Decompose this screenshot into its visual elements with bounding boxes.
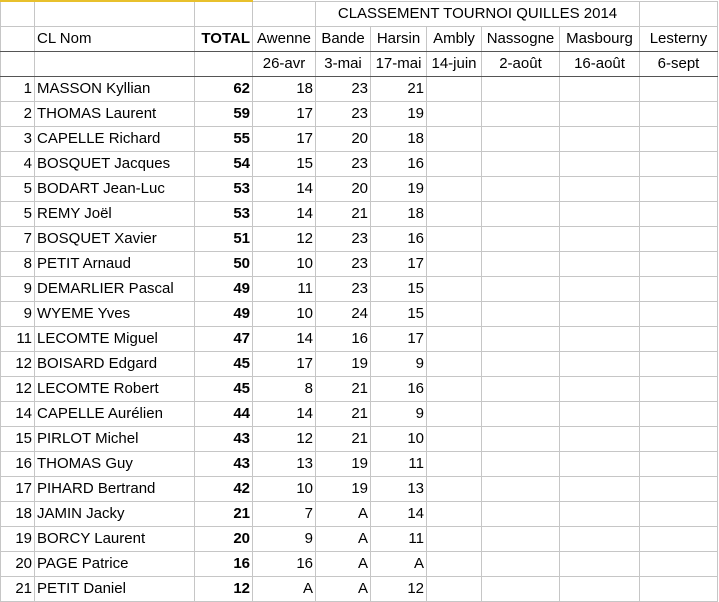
- header-row: [1, 27, 718, 52]
- total-cell[interactable]: 16: [195, 552, 253, 577]
- name-cell[interactable]: LECOMTE Miguel: [35, 327, 195, 352]
- rank-cell[interactable]: 21: [1, 577, 35, 602]
- score-cell[interactable]: 14: [253, 402, 316, 427]
- cell-blank[interactable]: [1, 52, 35, 77]
- header-date[interactable]: 3-mai: [316, 52, 371, 77]
- score-cell[interactable]: 23: [316, 152, 371, 177]
- score-cell[interactable]: [427, 377, 482, 402]
- total-cell[interactable]: 44: [195, 402, 253, 427]
- score-cell[interactable]: [560, 577, 640, 602]
- score-cell[interactable]: [427, 177, 482, 202]
- table-row: [1, 102, 718, 127]
- score-cell[interactable]: [560, 77, 640, 102]
- rank-cell[interactable]: 16: [1, 452, 35, 477]
- score-cell[interactable]: 19: [316, 477, 371, 502]
- rank-cell[interactable]: 1: [1, 77, 35, 102]
- score-cell[interactable]: [427, 527, 482, 552]
- table-row: [1, 502, 718, 527]
- score-cell[interactable]: 21: [316, 402, 371, 427]
- rank-cell[interactable]: 4: [1, 152, 35, 177]
- score-cell[interactable]: 21: [316, 377, 371, 402]
- rank-cell[interactable]: 17: [1, 477, 35, 502]
- score-cell[interactable]: [482, 102, 560, 127]
- score-cell[interactable]: [427, 302, 482, 327]
- score-cell[interactable]: [560, 177, 640, 202]
- score-cell[interactable]: 7: [253, 502, 316, 527]
- name-cell[interactable]: BODART Jean-Luc: [35, 177, 195, 202]
- score-cell[interactable]: [427, 352, 482, 377]
- score-cell[interactable]: [482, 127, 560, 152]
- score-cell[interactable]: 15: [371, 302, 427, 327]
- score-cell[interactable]: [482, 77, 560, 102]
- score-cell[interactable]: [560, 152, 640, 177]
- table-row: [1, 352, 718, 377]
- header-venue[interactable]: Harsin: [371, 27, 427, 52]
- table-row: [1, 377, 718, 402]
- total-cell[interactable]: 50: [195, 252, 253, 277]
- table-row: [1, 77, 718, 102]
- score-cell[interactable]: [640, 127, 718, 152]
- score-cell[interactable]: [427, 252, 482, 277]
- score-cell[interactable]: 16: [371, 377, 427, 402]
- table-row: [1, 277, 718, 302]
- header-date[interactable]: 17-mai: [371, 52, 427, 77]
- score-cell[interactable]: [560, 427, 640, 452]
- sheet-title[interactable]: CLASSEMENT TOURNOI QUILLES 2014: [316, 1, 640, 27]
- score-cell[interactable]: [640, 102, 718, 127]
- score-cell[interactable]: 18: [253, 77, 316, 102]
- score-cell[interactable]: [640, 427, 718, 452]
- rank-cell[interactable]: 12: [1, 352, 35, 377]
- total-cell[interactable]: 55: [195, 127, 253, 152]
- score-cell[interactable]: 11: [253, 277, 316, 302]
- score-cell[interactable]: [427, 152, 482, 177]
- score-cell[interactable]: [640, 152, 718, 177]
- score-cell[interactable]: [482, 452, 560, 477]
- cell-blank[interactable]: [253, 1, 316, 27]
- score-cell[interactable]: [482, 502, 560, 527]
- total-cell[interactable]: 62: [195, 77, 253, 102]
- score-cell[interactable]: 23: [316, 252, 371, 277]
- score-cell[interactable]: [482, 227, 560, 252]
- total-cell[interactable]: 12: [195, 577, 253, 602]
- cell-blank[interactable]: [1, 1, 35, 27]
- score-cell[interactable]: 18: [371, 202, 427, 227]
- score-cell[interactable]: 16: [371, 152, 427, 177]
- score-cell[interactable]: [482, 202, 560, 227]
- total-cell[interactable]: 43: [195, 427, 253, 452]
- name-cell[interactable]: CAPELLE Richard: [35, 127, 195, 152]
- score-cell[interactable]: [640, 202, 718, 227]
- header-venue[interactable]: Masbourg: [560, 27, 640, 52]
- score-cell[interactable]: [560, 202, 640, 227]
- score-cell[interactable]: 20: [316, 177, 371, 202]
- score-cell[interactable]: [427, 502, 482, 527]
- table-row: [1, 252, 718, 277]
- score-cell[interactable]: 24: [316, 302, 371, 327]
- rank-cell[interactable]: 5: [1, 202, 35, 227]
- table-row: [1, 127, 718, 152]
- name-cell[interactable]: PETIT Daniel: [35, 577, 195, 602]
- score-cell[interactable]: 11: [371, 452, 427, 477]
- score-cell[interactable]: 15: [371, 277, 427, 302]
- score-cell[interactable]: [640, 277, 718, 302]
- score-cell[interactable]: [640, 452, 718, 477]
- header-cl-nom[interactable]: CL Nom: [35, 27, 195, 52]
- name-cell[interactable]: PETIT Arnaud: [35, 252, 195, 277]
- total-cell[interactable]: 20: [195, 527, 253, 552]
- score-cell[interactable]: 21: [316, 202, 371, 227]
- score-cell[interactable]: [560, 277, 640, 302]
- header-date[interactable]: 2-août: [482, 52, 560, 77]
- total-cell[interactable]: 45: [195, 377, 253, 402]
- score-cell[interactable]: 10: [371, 427, 427, 452]
- score-cell[interactable]: [640, 252, 718, 277]
- score-cell[interactable]: 12: [371, 577, 427, 602]
- rank-cell[interactable]: 5: [1, 177, 35, 202]
- table-row: [1, 327, 718, 352]
- table-row: [1, 227, 718, 252]
- header-venue[interactable]: Nassogne: [482, 27, 560, 52]
- score-cell[interactable]: 10: [253, 477, 316, 502]
- score-cell[interactable]: [640, 327, 718, 352]
- score-cell[interactable]: [640, 502, 718, 527]
- total-cell[interactable]: 21: [195, 502, 253, 527]
- rank-cell[interactable]: 14: [1, 402, 35, 427]
- name-cell[interactable]: PAGE Patrice: [35, 552, 195, 577]
- score-cell[interactable]: 14: [253, 177, 316, 202]
- table-row: [1, 527, 718, 552]
- table-row: [1, 402, 718, 427]
- name-cell[interactable]: PIHARD Bertrand: [35, 477, 195, 502]
- name-cell[interactable]: CAPELLE Aurélien: [35, 402, 195, 427]
- score-cell[interactable]: [560, 552, 640, 577]
- header-venue[interactable]: Bande: [316, 27, 371, 52]
- cell-blank[interactable]: [195, 1, 253, 27]
- score-cell[interactable]: 16: [371, 227, 427, 252]
- rank-cell[interactable]: 7: [1, 227, 35, 252]
- score-cell[interactable]: [560, 302, 640, 327]
- cell-blank[interactable]: [35, 1, 195, 27]
- score-cell[interactable]: 13: [371, 477, 427, 502]
- header-date[interactable]: 14-juin: [427, 52, 482, 77]
- score-cell[interactable]: [427, 202, 482, 227]
- total-cell[interactable]: 59: [195, 102, 253, 127]
- score-cell[interactable]: [427, 127, 482, 152]
- cell-blank[interactable]: [1, 27, 35, 52]
- name-cell[interactable]: THOMAS Guy: [35, 452, 195, 477]
- score-cell[interactable]: 19: [316, 352, 371, 377]
- score-cell[interactable]: [482, 277, 560, 302]
- score-cell[interactable]: [482, 152, 560, 177]
- total-cell[interactable]: 49: [195, 277, 253, 302]
- total-cell[interactable]: 51: [195, 227, 253, 252]
- title-row: [1, 1, 718, 27]
- total-cell[interactable]: 47: [195, 327, 253, 352]
- table-row: [1, 577, 718, 602]
- rank-cell[interactable]: 19: [1, 527, 35, 552]
- score-cell[interactable]: [640, 302, 718, 327]
- cell-blank[interactable]: [640, 1, 718, 27]
- total-cell[interactable]: 53: [195, 177, 253, 202]
- score-cell[interactable]: [560, 252, 640, 277]
- header-venue[interactable]: Awenne: [253, 27, 316, 52]
- table-row: [1, 177, 718, 202]
- table-row: [1, 477, 718, 502]
- score-cell[interactable]: [560, 327, 640, 352]
- table-row: [1, 452, 718, 477]
- score-cell[interactable]: [427, 77, 482, 102]
- score-cell[interactable]: A: [371, 552, 427, 577]
- name-cell[interactable]: JAMIN Jacky: [35, 502, 195, 527]
- score-cell[interactable]: 9: [253, 527, 316, 552]
- score-cell[interactable]: 20: [316, 127, 371, 152]
- score-cell[interactable]: 16: [316, 327, 371, 352]
- name-cell[interactable]: REMY Joël: [35, 202, 195, 227]
- name-cell[interactable]: BOISARD Edgard: [35, 352, 195, 377]
- table-row: [1, 302, 718, 327]
- score-cell[interactable]: A: [316, 552, 371, 577]
- score-cell[interactable]: [482, 377, 560, 402]
- cell-blank[interactable]: [35, 52, 195, 77]
- score-cell[interactable]: [560, 377, 640, 402]
- score-cell[interactable]: [427, 477, 482, 502]
- score-cell[interactable]: [427, 227, 482, 252]
- score-cell[interactable]: 9: [371, 402, 427, 427]
- score-cell[interactable]: 12: [253, 227, 316, 252]
- name-cell[interactable]: LECOMTE Robert: [35, 377, 195, 402]
- score-cell[interactable]: [482, 552, 560, 577]
- score-cell[interactable]: [427, 427, 482, 452]
- table-row: [1, 552, 718, 577]
- score-cell[interactable]: 17: [253, 102, 316, 127]
- score-cell[interactable]: 10: [253, 302, 316, 327]
- score-cell[interactable]: [560, 452, 640, 477]
- score-cell[interactable]: [640, 227, 718, 252]
- score-cell[interactable]: [640, 577, 718, 602]
- score-cell[interactable]: [640, 377, 718, 402]
- score-cell[interactable]: [560, 402, 640, 427]
- score-cell[interactable]: [560, 527, 640, 552]
- rank-cell[interactable]: 9: [1, 277, 35, 302]
- score-cell[interactable]: [640, 402, 718, 427]
- header-venue[interactable]: Lesterny: [640, 27, 718, 52]
- score-cell[interactable]: 23: [316, 227, 371, 252]
- score-cell[interactable]: A: [253, 577, 316, 602]
- score-cell[interactable]: [640, 177, 718, 202]
- table-row: [1, 427, 718, 452]
- name-cell[interactable]: PIRLOT Michel: [35, 427, 195, 452]
- score-cell[interactable]: [427, 577, 482, 602]
- rank-cell[interactable]: 12: [1, 377, 35, 402]
- rank-cell[interactable]: 8: [1, 252, 35, 277]
- name-cell[interactable]: BORCY Laurent: [35, 527, 195, 552]
- score-cell[interactable]: [427, 102, 482, 127]
- total-cell[interactable]: 45: [195, 352, 253, 377]
- score-cell[interactable]: [560, 102, 640, 127]
- score-cell[interactable]: [482, 527, 560, 552]
- score-cell[interactable]: 23: [316, 277, 371, 302]
- name-cell[interactable]: THOMAS Laurent: [35, 102, 195, 127]
- score-cell[interactable]: [482, 402, 560, 427]
- header-date[interactable]: 6-sept: [640, 52, 718, 77]
- score-cell[interactable]: [427, 552, 482, 577]
- score-cell[interactable]: [427, 402, 482, 427]
- total-cell[interactable]: 53: [195, 202, 253, 227]
- score-cell[interactable]: [640, 352, 718, 377]
- total-cell[interactable]: 42: [195, 477, 253, 502]
- score-cell[interactable]: 17: [253, 127, 316, 152]
- total-cell[interactable]: 49: [195, 302, 253, 327]
- score-cell[interactable]: 9: [371, 352, 427, 377]
- score-cell[interactable]: 21: [316, 427, 371, 452]
- score-cell[interactable]: [560, 502, 640, 527]
- table-row: [1, 152, 718, 177]
- score-cell[interactable]: [482, 477, 560, 502]
- score-cell[interactable]: A: [316, 502, 371, 527]
- score-cell[interactable]: [640, 477, 718, 502]
- score-cell[interactable]: 8: [253, 377, 316, 402]
- score-cell[interactable]: [560, 127, 640, 152]
- rank-cell[interactable]: 20: [1, 552, 35, 577]
- score-cell[interactable]: [482, 177, 560, 202]
- score-cell[interactable]: 23: [316, 102, 371, 127]
- score-cell[interactable]: [560, 352, 640, 377]
- score-cell[interactable]: 15: [253, 152, 316, 177]
- score-cell[interactable]: 13: [253, 452, 316, 477]
- score-cell[interactable]: 16: [253, 552, 316, 577]
- score-cell[interactable]: 17: [253, 352, 316, 377]
- score-cell[interactable]: [482, 352, 560, 377]
- rank-cell[interactable]: 9: [1, 302, 35, 327]
- header-date[interactable]: 16-août: [560, 52, 640, 77]
- score-cell[interactable]: 19: [316, 452, 371, 477]
- score-cell[interactable]: [482, 427, 560, 452]
- cell-blank[interactable]: [195, 52, 253, 77]
- name-cell[interactable]: MASSON Kyllian: [35, 77, 195, 102]
- score-cell[interactable]: [482, 577, 560, 602]
- score-cell[interactable]: 12: [253, 427, 316, 452]
- score-cell[interactable]: 23: [316, 77, 371, 102]
- score-cell[interactable]: [640, 527, 718, 552]
- table-row: [1, 202, 718, 227]
- score-cell[interactable]: 19: [371, 102, 427, 127]
- score-cell[interactable]: [482, 302, 560, 327]
- score-cell[interactable]: [427, 452, 482, 477]
- name-cell[interactable]: BOSQUET Xavier: [35, 227, 195, 252]
- score-cell[interactable]: 14: [253, 202, 316, 227]
- rank-cell[interactable]: 18: [1, 502, 35, 527]
- name-cell[interactable]: DEMARLIER Pascal: [35, 277, 195, 302]
- rank-cell[interactable]: 2: [1, 102, 35, 127]
- score-cell[interactable]: 10: [253, 252, 316, 277]
- header-date[interactable]: 26-avr: [253, 52, 316, 77]
- score-cell[interactable]: 14: [253, 327, 316, 352]
- rank-cell[interactable]: 11: [1, 327, 35, 352]
- score-cell[interactable]: [482, 252, 560, 277]
- score-cell[interactable]: 17: [371, 252, 427, 277]
- score-cell[interactable]: [427, 327, 482, 352]
- score-cell[interactable]: 21: [371, 77, 427, 102]
- score-cell[interactable]: [427, 277, 482, 302]
- score-cell[interactable]: A: [316, 527, 371, 552]
- score-cell[interactable]: [560, 227, 640, 252]
- total-cell[interactable]: 43: [195, 452, 253, 477]
- name-cell[interactable]: WYEME Yves: [35, 302, 195, 327]
- score-cell[interactable]: [482, 327, 560, 352]
- name-cell[interactable]: BOSQUET Jacques: [35, 152, 195, 177]
- score-cell[interactable]: 11: [371, 527, 427, 552]
- score-cell[interactable]: 19: [371, 177, 427, 202]
- header-total[interactable]: TOTAL: [195, 27, 253, 52]
- total-cell[interactable]: 54: [195, 152, 253, 177]
- rank-cell[interactable]: 15: [1, 427, 35, 452]
- score-cell[interactable]: 17: [371, 327, 427, 352]
- score-cell[interactable]: A: [316, 577, 371, 602]
- score-cell[interactable]: 14: [371, 502, 427, 527]
- score-cell[interactable]: [560, 477, 640, 502]
- date-row: [1, 52, 718, 77]
- score-cell[interactable]: 18: [371, 127, 427, 152]
- rank-cell[interactable]: 3: [1, 127, 35, 152]
- header-venue[interactable]: Ambly: [427, 27, 482, 52]
- score-cell[interactable]: [640, 552, 718, 577]
- score-cell[interactable]: [640, 77, 718, 102]
